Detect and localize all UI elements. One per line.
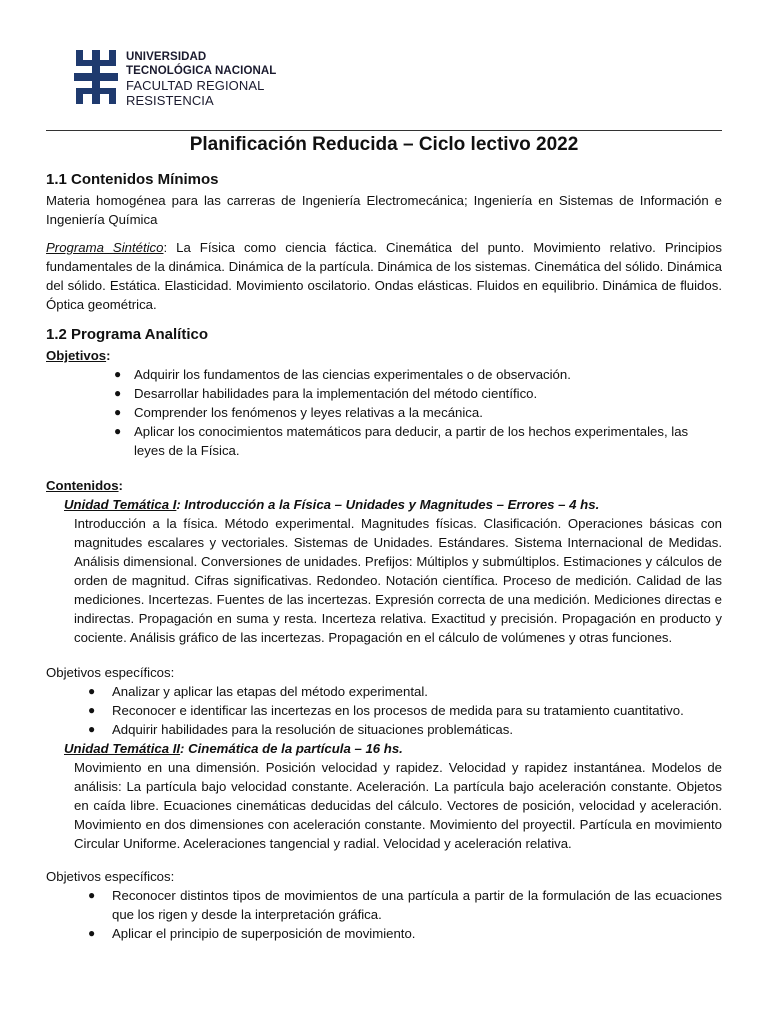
- unit-2-label: Unidad Temática II: [64, 741, 181, 756]
- unit-2-objectives-label: Objetivos específicos:: [46, 869, 175, 884]
- list-item: ● Adquirir los fundamentos de las ciencias experimentales o de observación.: [114, 367, 571, 382]
- unit-2-objectives-list: [46, 886, 722, 943]
- objetivos-label: Objetivos: [46, 348, 107, 363]
- unit-1-title: : Introducción a la Física – Unidades y Magnitudes – Errores – 4 hs.: [176, 497, 600, 512]
- unit-1-heading: [64, 495, 722, 514]
- unit-2-text: Movimiento en una dimensión. Posición velocidad y rapidez. Velocidad y rapidez instantánea. Modelos de análisis: La partícula bajo velocidad constante. Aceleración. La partícula bajo aceleración constante. Objetos en caída libre. Ecuaciones cinemáticas deducidas del cálculo. Vectores de posición, velocidad y aceleración. Movimiento en dos dimensiones con aceleración constante. Movimiento del proyectil. Partícula en movimiento Circular Uniforme. Aceleraciones tangencial y radial. Velocidad y aceleración relativa.: [74, 760, 722, 851]
- institution-header: [72, 50, 276, 108]
- list-item: ● Aplicar el principio de superposición de movimiento.: [88, 926, 416, 941]
- programa-sintetico: [46, 238, 722, 314]
- list-item: ● Analizar y aplicar las etapas del método experimental.: [88, 684, 428, 699]
- faculty-line-2: RESISTENCIA: [126, 93, 214, 108]
- faculty-line-1: FACULTAD REGIONAL: [126, 78, 265, 93]
- unit-1-objectives-label: Objetivos específicos:: [46, 665, 175, 680]
- list-item: ● Reconocer e identificar las incertezas en los procesos de medida para su tratamiento cuantitativo.: [88, 703, 684, 718]
- contenidos-heading: Contenidos:: [46, 478, 123, 493]
- section-1-1-text: Materia homogénea para las carreras de Ingeniería Electromecánica; Ingeniería en Sistemas de Información e Ingeniería Química: [46, 193, 722, 227]
- unit-1-label: Unidad Temática I: [64, 497, 177, 512]
- list-item: ● Aplicar los conocimientos matemáticos para deducir, a partir de los hechos experimentales, las leyes de la Física.: [114, 424, 689, 458]
- unit-1-text: Introducción a la física. Método experimental. Magnitudes físicas. Clasificación. Operaciones básicas con magnitudes escalares y vectoriales. Sistemas de Unidades. Estándares. Sistema Internacional de Medidas. Análisis dimensional. Conversiones de unidades. Prefijos: Múltiplos y submúltiplos. Estimaciones y cálculos de orden de magnitud. Cifras significativas. Redondeo. Notación científica. Proceso de medición. Calidad de las mediciones. Incertezas. Fuentes de las incertezas. Expresión correcta de una medición. Mediciones directas e indirectas. Propagación en suma y resta. Incerteza relativa. Exactitud y precisión. Propagación en producto y cociente. Análisis gráfico de las incertezas. Propagación en el cálculo de volúmenes y otras funciones.: [74, 516, 722, 645]
- section-1-2-heading: 1.2 Programa Analítico: [46, 326, 208, 343]
- list-item: ● Comprender los fenómenos y leyes relativas a la mecánica.: [114, 405, 483, 420]
- objetivos-list: [46, 365, 722, 460]
- document-title: Planificación Reducida – Ciclo lectivo 2022: [189, 134, 579, 155]
- contenidos-label: Contenidos: [46, 478, 119, 493]
- list-item: ● Adquirir habilidades para la resolución de situaciones problemáticas.: [88, 722, 513, 737]
- unit-2-title: : Cinemática de la partícula – 16 hs.: [180, 741, 403, 756]
- programa-sintetico-label: Programa Sintético: [46, 240, 164, 255]
- unit-2-heading: [64, 739, 722, 758]
- list-item: ● Reconocer distintos tipos de movimientos de una partícula a partir de la formulación de las ecuaciones que los rigen y desde la interpretación gráfica.: [88, 888, 722, 922]
- header-divider: [46, 130, 722, 131]
- utn-logo: [72, 50, 120, 104]
- university-line-2: TECNOLÓGICA NACIONAL: [126, 65, 277, 77]
- institution-name: [126, 50, 276, 108]
- section-1-1-heading: 1.1 Contenidos Mínimos: [46, 171, 219, 188]
- objetivos-heading: Objetivos:: [46, 348, 111, 363]
- document-body: [46, 170, 722, 943]
- university-line-1: UNIVERSIDAD: [126, 51, 207, 63]
- programa-sintetico-text: : La Física como ciencia fáctica. Cinemática del punto. Movimiento relativo. Principios fundamentales de la dinámica. Dinámica de la partícula. Dinámica de los sistemas. Cinemática del sólido. Dinámica del sólido. Estática. Elasticidad. Movimiento oscilatorio. Ondas elásticas. Fluidos en equilibrio. Dinámica de fluidos. Óptica geométrica.: [46, 240, 722, 312]
- list-item: ● Desarrollar habilidades para la implementación del método científico.: [114, 386, 538, 401]
- unit-1-objectives-list: [46, 682, 722, 739]
